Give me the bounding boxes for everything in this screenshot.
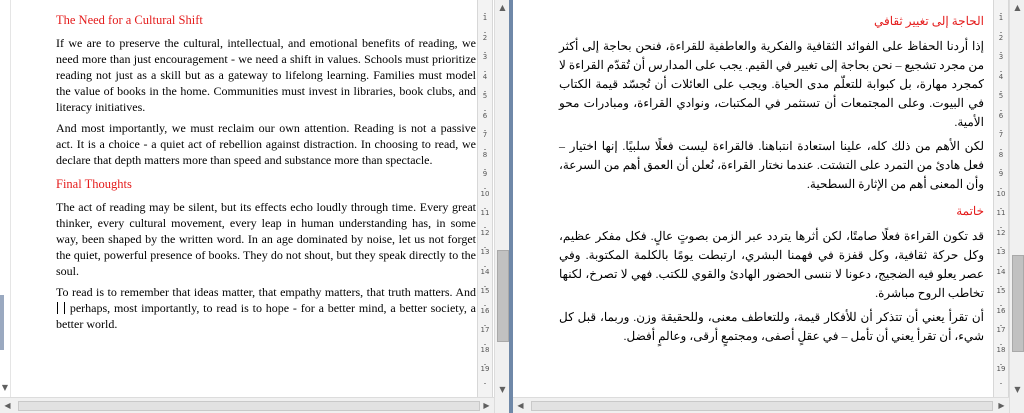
ruler-number: 8 <box>998 150 1004 159</box>
ruler-tick <box>484 383 486 384</box>
ruler-number: 18 <box>480 345 490 354</box>
vertical-scrollbar-right[interactable] <box>1009 0 1024 413</box>
ruler-number: 12 <box>480 228 490 237</box>
ruler-number: 14 <box>996 267 1006 276</box>
ruler-number: 19 <box>480 365 490 373</box>
ruler-number: 2 <box>998 33 1004 42</box>
scrollbar-thumb-right[interactable] <box>1012 255 1024 352</box>
scroll-down-arrow-icon[interactable]: ▼ <box>499 385 506 394</box>
english-document-pane[interactable] <box>0 0 510 413</box>
ruler-number: 18 <box>996 345 1006 354</box>
paragraph-to-read-ar: أن تقرأ يعني أن تتذكر أن للأفكار قيمة، وللتعاطف معنى، وللحقيقة وزن. وربما، قبل كل شيء، أن تقرأ يعني أن تأمل – في عقلٍ أصفى، ومجتمعٍ أرقى، وعالمٍ أفضل. <box>559 310 984 343</box>
ruler-number: 7 <box>998 131 1004 139</box>
ruler-number: 11 <box>996 209 1006 217</box>
ruler-number: 15 <box>480 287 490 295</box>
horizontal-thumb-left[interactable] <box>18 401 480 411</box>
heading-final-thoughts-ar: خاتمة <box>956 204 984 218</box>
ruler-number: 1 <box>482 14 488 22</box>
arabic-document-body[interactable] <box>559 12 984 351</box>
vertical-ruler-right <box>993 0 1009 413</box>
ruler-number: 9 <box>998 170 1004 178</box>
paragraph-text-before-cursor: To read is to remember that ideas matter, that empathy matters, that truth matters. And <box>56 285 476 299</box>
ruler-number: 1 <box>998 14 1004 22</box>
scroll-left-arrow-icon[interactable]: ◀ <box>4 401 11 410</box>
heading-final-thoughts: Final Thoughts <box>56 177 132 191</box>
scroll-right-arrow-icon[interactable]: ▶ <box>998 401 1005 410</box>
paragraph-act-of-reading-ar: قد تكون القراءة فعلًا صامتًا، لكن أثرها يتردد عبر الزمن بصوتٍ عالٍ. فكل مفكر عظيم، وكل حركة ثقافية، وكل قفزة في فهمنا البشري، ارتبطت يومًا بالكلمة المكتوبة. وفي عصر يعلو فيه الضجيج، دعونا لا ننسى الحضور الهادئ والقوي للكتب. فهي لا تصرخ، لكنها تخاطب الروح مباشرة. <box>559 229 984 300</box>
paragraph-act-of-reading: The act of reading may be silent, but its effects echo loudly through time. Every great thinker, every cultural movement, every leap in human understanding has, in some way, been shaped by the written word. In an age dominated by noise, let us not forget the quiet, powerful presence of books. They do not shout, but they speak directly to the soul. <box>56 200 476 278</box>
ruler-number: 10 <box>996 189 1006 198</box>
ruler-number: 9 <box>482 170 488 178</box>
vertical-ruler-left <box>477 0 493 413</box>
ruler-number: 5 <box>998 92 1004 100</box>
scroll-up-arrow-icon[interactable]: ▲ <box>1014 3 1021 12</box>
ruler-number: 15 <box>996 287 1006 295</box>
ruler-number: 3 <box>998 53 1004 61</box>
ruler-number: 16 <box>996 306 1006 315</box>
text-cursor-icon <box>57 302 65 314</box>
ruler-number: 17 <box>480 326 490 334</box>
ruler-number: 17 <box>996 326 1006 334</box>
ruler-tick <box>1000 383 1002 384</box>
ruler-number: 4 <box>998 72 1004 81</box>
paragraph-cultural-shift: If we are to preserve the cultural, intellectual, and emotional benefits of reading, we need more than just encouragement - we need a shift in values. Schools must prioritize reading not just as a skill but as a gateway to lifelong learning. Families must model the value of books in the home. Communities must invest in libraries, book clubs, and literacy initiatives. <box>56 36 476 114</box>
horizontal-scrollbar-left[interactable] <box>0 397 494 413</box>
paragraph-to-read-is-to-remember <box>56 284 476 332</box>
ruler-number: 12 <box>996 228 1006 237</box>
scroll-up-arrow-icon[interactable]: ▲ <box>499 3 506 12</box>
heading-cultural-shift-ar: الحاجة إلى تغيير ثقافي <box>873 14 984 28</box>
ruler-number: 6 <box>998 111 1004 120</box>
ruler-number: 8 <box>482 150 488 159</box>
ruler-number: 2 <box>482 33 488 42</box>
scroll-down-arrow-icon[interactable]: ▼ <box>1014 385 1021 394</box>
horizontal-thumb-right[interactable] <box>531 401 993 411</box>
ruler-number: 19 <box>996 365 1006 373</box>
ruler-number: 6 <box>482 111 488 120</box>
paragraph-reclaim-attention: And most importantly, we must reclaim our own attention. Reading is not a passive act. It is a choice - a quiet act of rebellion against distraction. In choosing to read, we declare that depth matters more than speed and substance more than spectacle. <box>56 121 476 167</box>
paragraph-reclaim-attention-ar: لكن الأهم من ذلك كله، علينا استعادة انتباهنا. فالقراءة ليست فعلًا سلبيًا. إنها اختيار – فعل هادئ من التمرد على التشتت. عندما نختار القراءة، نُعلن أن العمق أهم من السرعة، وأن المعنى أهم من الإثارة السطحية. <box>559 139 984 191</box>
scroll-right-arrow-icon[interactable]: ▶ <box>483 401 490 410</box>
ruler-number: 7 <box>482 131 488 139</box>
paragraph-cultural-shift-ar: إذا أردنا الحفاظ على الفوائد الثقافية والفكرية والعاطفية للقراءة، فنحن بحاجة إلى أكثر من مجرد تشجيع – نحن بحاجة إلى تغيير في القيم. يجب على المدارس أن تُقدّم القراءة لا كمجرد مهارة، بل كبوابة للتعلّم مدى الحياة. ويجب على العائلات أن تُجسّد قيمة الكتاب في البيوت. وعلى المجتمعات أن تستثمر في المكتبات، ونوادي القراءة، ومبادرات محو الأمية. <box>559 39 984 129</box>
ruler-number: 4 <box>482 72 488 81</box>
vertical-scrollbar-left[interactable] <box>494 0 510 413</box>
ruler-number: 5 <box>482 92 488 100</box>
scroll-left-arrow-icon[interactable]: ◀ <box>517 401 524 410</box>
scrollbar-thumb-left[interactable] <box>497 250 509 342</box>
ruler-number: 10 <box>480 189 490 198</box>
arabic-document-pane[interactable] <box>513 0 1024 413</box>
english-document-body[interactable] <box>56 12 476 337</box>
left-strip-down-arrow-icon[interactable]: ▼ <box>1 383 9 392</box>
ruler-number: 11 <box>480 209 490 217</box>
ruler-number: 3 <box>482 53 488 61</box>
heading-cultural-shift: The Need for a Cultural Shift <box>56 13 203 27</box>
horizontal-scrollbar-right[interactable] <box>513 397 1009 413</box>
ruler-number: 13 <box>996 248 1006 256</box>
ruler-number: 16 <box>480 306 490 315</box>
ruler-number: 14 <box>480 267 490 276</box>
paragraph-text-after-cursor: perhaps, most importantly, to read is to hope - for a better mind, a better society, a better world. <box>56 301 476 331</box>
ruler-number: 13 <box>480 248 490 256</box>
navigation-marker <box>0 295 4 350</box>
